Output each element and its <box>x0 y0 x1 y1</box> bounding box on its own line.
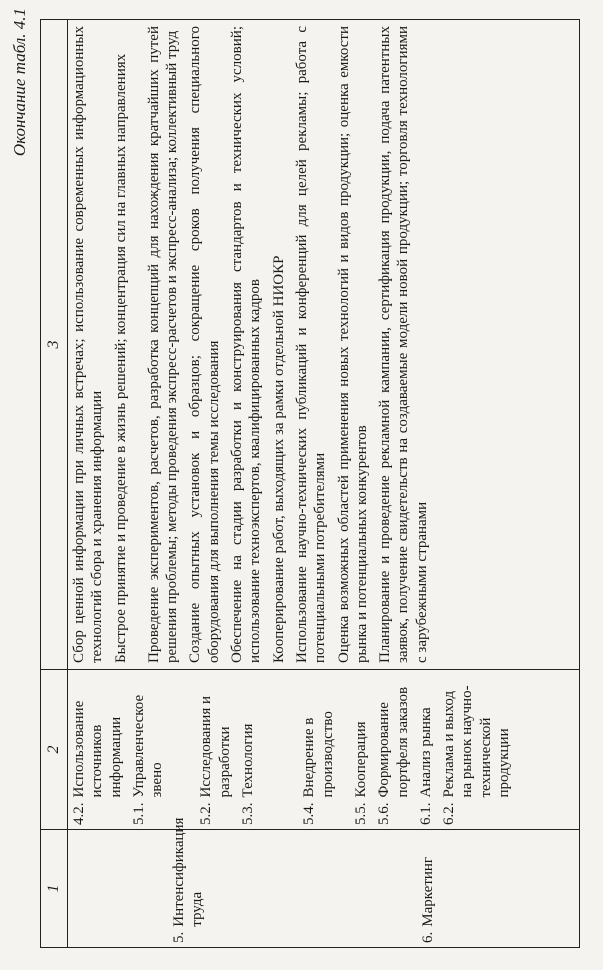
column-3-cell <box>68 20 580 670</box>
list-item: 5.4. Внедрение в производство <box>301 711 336 825</box>
column-2-cell <box>68 670 580 830</box>
list-item: 5.1. Управленческое звено <box>130 694 166 825</box>
list-item: 6.1. Анализ рынка <box>417 707 434 825</box>
data-table <box>40 19 580 948</box>
list-item: 5.2. Исследования и разработки <box>198 696 233 825</box>
table-row <box>68 20 580 948</box>
section-6 <box>417 830 439 947</box>
item-description: Быстрое принятие и проведение в жизнь решений; концентрация сил на главных направлениях <box>112 53 129 663</box>
section-5 <box>168 817 209 947</box>
section-title: Маркетинг <box>419 856 436 927</box>
list-item: 5.5. Кооперация <box>352 721 369 825</box>
header-col-3: 3 <box>41 20 68 670</box>
table-caption: Окончание табл. 4.1 <box>10 8 29 157</box>
header-col-2: 2 <box>41 670 68 830</box>
list-item: 6.2. Реклама и выход на рынок научно-технической продукции <box>441 685 513 825</box>
item-description: Сбор ценной информации при личных встречах; использование современных информационных технологий сбора и хранения информации <box>71 26 106 663</box>
header-row <box>41 20 68 948</box>
section-title: Интенсификация труда <box>171 817 206 927</box>
item-description: Использование научно-технических публикаций и конференций для целей рекламы; работа с потенциальными потребителями <box>293 26 329 663</box>
list-item: 5.6. Формирование портфеля заказов <box>376 686 411 825</box>
list-item: 5.3. Технология <box>240 723 257 825</box>
list-item: 4.2. Использование источников информации <box>71 700 124 825</box>
item-description: Обеспечение на стадии разработки и конструирования стандартов и технических условий; использование техноэкспертов, квалифицированных кадров <box>229 26 264 663</box>
item-description: Оценка возможных областей применения новых технологий и видов продукции; оценка емкости рынка и потенциальных конкурентов <box>335 26 370 663</box>
item-description: Создание опытных установок и образцов; сокращение сроков получения специального оборудования для выполнения темы исследования <box>187 26 222 663</box>
section-number: 6. <box>419 931 436 943</box>
section-number: 5. <box>171 931 187 943</box>
item-description: Проведение экспериментов, расчетов, разработка концепций для нахождения кратчайших путей решения проблемы; методы проведения экспресс-расчетов и экспресс-анализа; коллективный труд <box>145 26 181 663</box>
header-col-1: 1 <box>41 830 68 948</box>
column-1-cell <box>68 817 580 948</box>
item-description: Кооперирование работ, выходящих за рамки отдельной НИОКР <box>270 255 287 663</box>
item-description: Планирование и проведение рекламной кампании, сертификация продукции, подача патентных заявок, получение свидетельств на создаваемые модели новой продукции; торговля технологиями с зарубежными странами <box>377 26 430 663</box>
